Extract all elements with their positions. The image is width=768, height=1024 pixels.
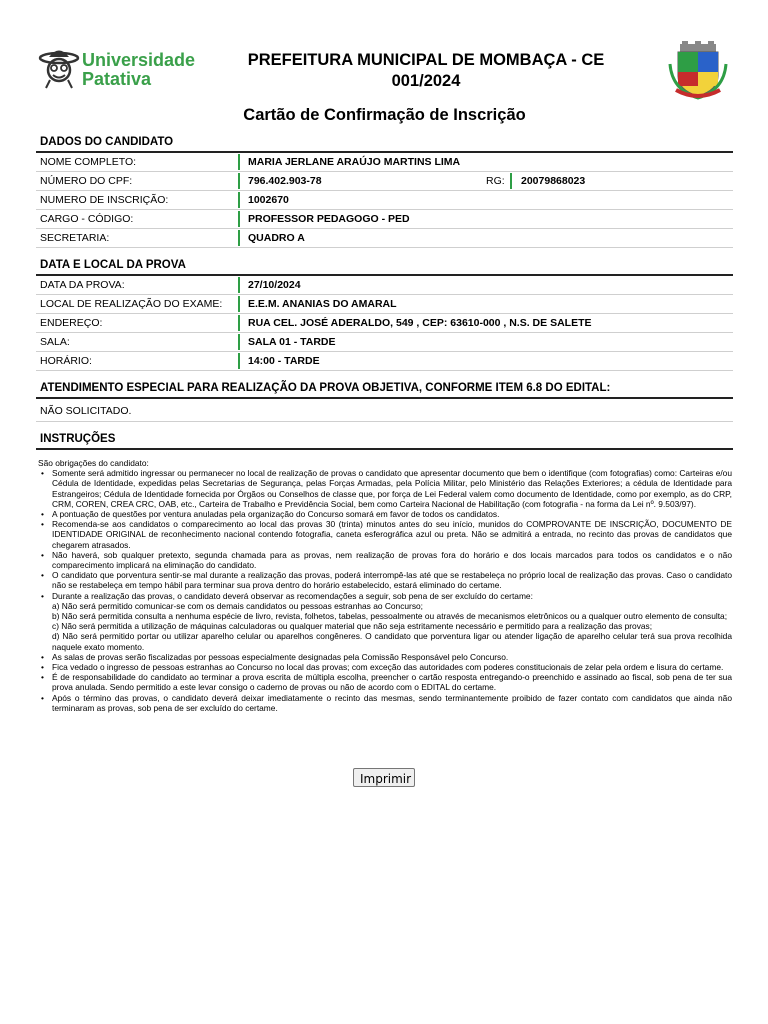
- patativa-face-icon: [38, 46, 80, 90]
- list-item-with-subitems: [52, 591, 732, 652]
- value-marker: [238, 211, 240, 227]
- value-marker: [238, 230, 240, 246]
- university-logo: [38, 46, 208, 94]
- row-label: SECRETARIA:: [40, 232, 110, 244]
- row-sala: [36, 333, 733, 352]
- row-inscricao: [36, 191, 733, 210]
- value-marker: [238, 315, 240, 331]
- row-nome: [36, 153, 733, 172]
- sub-item: b) Não será permitida consulta a nenhuma espécie de livro, revista, folhetos, tabelas, pessoalmente ou através de mecanismos eletrônicos ou a qualquer outro elemento de consulta;: [52, 611, 728, 622]
- row-value: 27/10/2024: [248, 279, 301, 291]
- row-value: 1002670: [248, 194, 289, 206]
- row-label: NUMERO DE INSCRIÇÃO:: [40, 194, 169, 206]
- instructions-list: [38, 468, 732, 713]
- row-value: QUADRO A: [248, 232, 305, 244]
- rg-label: RG:: [486, 175, 505, 187]
- section-title: DATA E LOCAL DA PROVA: [36, 257, 733, 276]
- row-horario: [36, 352, 733, 371]
- row-label: SALA:: [40, 336, 70, 348]
- row-cpf: [36, 172, 733, 191]
- row-value: SALA 01 - TARDE: [248, 336, 336, 348]
- list-item: • Fica vedado o ingresso de pessoas estranhas ao Concurso no local das provas; com exceção das autoridades com poderes constitucionais de zelar pela ordem e lisura do certame.: [52, 662, 732, 672]
- list-item: • As salas de provas serão fiscalizadas por pessoas especialmente designadas pela Comissão Responsável pelo Concurso.: [52, 652, 732, 662]
- row-value: 796.402.903-78: [248, 175, 322, 187]
- header-title-line1: PREFEITURA MUNICIPAL DE MOMBAÇA - CE: [247, 51, 605, 69]
- sub-item: d) Não será permitido portar ou utilizar aparelho celular ou aparelhos congêneres. O candidato que porventura ligar ou atender ligação de aparelho celular terá sua prova recolhida naquele exato momento.: [52, 631, 732, 652]
- list-item: • O candidato que porventura sentir-se mal durante a realização das provas, poderá interrompê-las até que se restabeleça no próprio local de realização das provas. Caso o candidato não se restabeleça em tempo hábil para terminar sua prova dentro do horário estabelecido, estará eliminado do certame.: [52, 570, 732, 590]
- value-marker: [238, 192, 240, 208]
- exam-section: [36, 257, 733, 371]
- value-marker: [238, 277, 240, 293]
- row-label: ENDEREÇO:: [40, 317, 103, 329]
- row-data: [36, 276, 733, 295]
- list-item: • A pontuação de questões por ventura anuladas pela organização do Concurso somará em favor de todos os candidatos.: [52, 509, 732, 519]
- document-title: Cartão de Confirmação de Inscrição: [243, 106, 526, 124]
- instructions-text: [38, 458, 732, 713]
- list-item: • Não haverá, sob qualquer pretexto, segunda chamada para as provas, nem realização de provas fora do horário e dos locais marcados para todos os candidatos e o não comparecimento implicará na eliminação do candidato.: [52, 550, 732, 570]
- logo-text-2: Patativa: [82, 69, 152, 89]
- header: [36, 0, 733, 104]
- list-item: • Recomenda-se aos candidatos o comparecimento ao local das provas 30 (trinta) minutos antes do seu início, munidos do COMPROVANTE DE INSCRIÇÃO, DOCUMENTO DE IDENTIDADE ORIGINAL de reconhecimento nacional contendo fotografia, caneta esferográfica azul ou preta. Não se admitirá a entrada, no recinto das provas de candidatos que chegarem atrasados.: [52, 519, 732, 550]
- row-endereco: [36, 314, 733, 333]
- row-cargo: [36, 210, 733, 229]
- row-local: [36, 295, 733, 314]
- section-title: DADOS DO CANDIDATO: [36, 134, 733, 153]
- value-marker: [238, 154, 240, 170]
- row-value: PROFESSOR PEDAGOGO - PED: [248, 213, 410, 225]
- rg-value: 20079868023: [521, 175, 586, 187]
- print-button[interactable]: Imprimir: [353, 768, 415, 787]
- instructions-intro: São obrigações do candidato:: [38, 458, 149, 468]
- list-item: • Somente será admitido ingressar ou permanecer no local de realização de provas o candidato que apresentar documento que bem o identifique (com fotografias) como: Carteiras e/ou Cédula de Identidade, expedidas pelas Secretarias de Segurança, pelas Forças Armadas, pela Polícia Militar, pelo Ministério das Relações Exteriores; a cédula de Identidade para Estrangeiros; Cédula de Identidade fornecida por Órgãos ou Conselhos de classe que, por força de Lei Federal valem como documento de Identidade, como por exemplo, as do CRP, CRM, COREN, CREA CRC, OAB, etc., Carteira de Trabalho e Previdência Social, bem como Carteira Nacional de Habilitação (com fotografia - na forma da Lei nº. 9.503/97).: [52, 468, 732, 509]
- header-title-line2: 001/2024: [391, 72, 461, 90]
- row-label: NOME COMPLETO:: [40, 156, 137, 168]
- instructions-section: [36, 431, 733, 450]
- row-label: HORÁRIO:: [40, 355, 92, 367]
- list-item-text: • Durante a realização das provas, o candidato deverá observar as recomendações a seguir, sob pena de ser excluído do certame:: [52, 590, 533, 601]
- header-title: [226, 50, 626, 92]
- row-value: E.E.M. ANANIAS DO AMARAL: [248, 298, 397, 310]
- value-marker: [238, 353, 240, 369]
- row-label: CARGO - CÓDIGO:: [40, 213, 134, 225]
- special-assistance-value: NÃO SOLICITADO.: [36, 399, 733, 422]
- special-assistance-section: [36, 380, 733, 422]
- row-secretaria: [36, 229, 733, 248]
- row-label: LOCAL DE REALIZAÇÃO DO EXAME:: [40, 298, 223, 310]
- candidate-section: [36, 134, 733, 248]
- municipal-crest-icon: [666, 40, 730, 100]
- sub-item: c) Não será permitida a utilização de máquinas calculadoras ou qualquer material que não seja estritamente necessário e permitido para a realização das provas;: [52, 621, 653, 632]
- list-item: • É de responsabilidade do candidato ao terminar a prova escrita de múltipla escolha, preencher o cartão resposta entregando-o preenchido e assinado ao fiscal, sob pena de ter sua prova anulada. Sendo permitido a este levar consigo o caderno de provas ou não de acordo com o EDITAL do certame.: [52, 672, 732, 692]
- list-item: • Após o término das provas, o candidato deverá deixar imediatamente o recinto das mesmas, sendo terminantemente proibido de fazer contato com candidatos que ainda não terminaram as provas, sob pena de ser excluído do certame.: [52, 693, 732, 713]
- row-value: RUA CEL. JOSÉ ADERALDO, 549 , CEP: 63610-000 , N.S. DE SALETE: [248, 317, 592, 329]
- value-marker: [238, 173, 240, 189]
- row-value: MARIA JERLANE ARAÚJO MARTINS LIMA: [248, 156, 461, 168]
- row-label: DATA DA PROVA:: [40, 279, 125, 291]
- sub-item: a) Não será permitido comunicar-se com os demais candidatos ou pessoas estranhas ao Concurso;: [52, 600, 424, 611]
- section-title: INSTRUÇÕES: [36, 431, 733, 450]
- page: [36, 0, 733, 713]
- value-marker: [510, 173, 512, 189]
- section-title: ATENDIMENTO ESPECIAL PARA REALIZAÇÃO DA PROVA OBJETIVA, CONFORME ITEM 6.8 DO EDITAL:: [36, 380, 733, 399]
- row-value: 14:00 - TARDE: [248, 355, 320, 367]
- row-label: NÚMERO DO CPF:: [40, 175, 133, 187]
- logo-text-1: Universidade: [82, 50, 196, 70]
- value-marker: [238, 296, 240, 312]
- value-marker: [238, 334, 240, 350]
